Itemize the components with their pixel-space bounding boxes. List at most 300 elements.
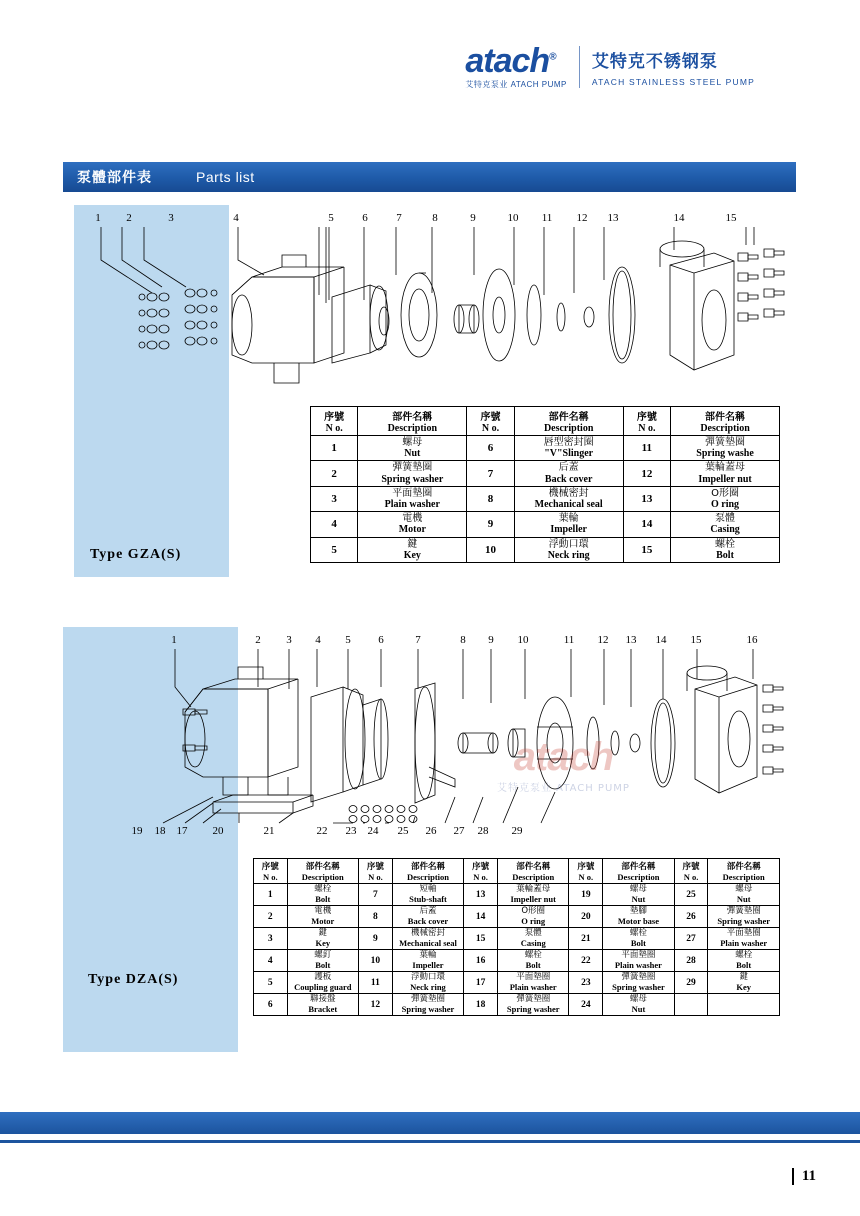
- part-desc-en: Plain washer: [509, 981, 557, 992]
- callout-9: 9: [488, 634, 494, 646]
- callout-19: 19: [131, 825, 143, 837]
- callout-25: 25: [397, 825, 409, 837]
- part-no: 11: [359, 972, 393, 994]
- part-desc: [392, 884, 464, 906]
- part-desc: [708, 928, 780, 950]
- part-desc-en: Coupling guard: [294, 981, 352, 992]
- part-desc-en: Spring washer: [401, 1003, 455, 1014]
- table-header-row: [311, 407, 780, 436]
- part-desc: [497, 884, 569, 906]
- part-desc-en: Mechanical seal: [534, 498, 603, 510]
- callout-17: 17: [176, 825, 188, 837]
- callout-20: 20: [212, 825, 224, 837]
- callout-6: 6: [362, 212, 368, 224]
- part-desc: [497, 994, 569, 1016]
- part-no: 10: [467, 537, 514, 562]
- callout-15: 15: [690, 634, 702, 646]
- callout-13: 13: [607, 212, 619, 224]
- part-no: 12: [359, 994, 393, 1016]
- part-desc: [603, 928, 675, 950]
- header-desc-cn: 部件名稱: [726, 862, 761, 872]
- part-desc-en: Impeller: [412, 959, 444, 970]
- header-desc-en: Description: [617, 872, 660, 882]
- part-no: 29: [674, 972, 708, 994]
- header-desc: [358, 407, 467, 436]
- header-desc-en: Description: [406, 872, 449, 882]
- part-desc-cn: 葉輪: [419, 950, 437, 961]
- part-desc-cn: 墊腳: [629, 906, 647, 917]
- callout-4: 4: [233, 212, 239, 224]
- header-desc-en: Description: [543, 423, 594, 434]
- brand-name-en: ATACH STAINLESS STEEL PUMP: [591, 76, 755, 87]
- part-no: 1: [311, 436, 358, 461]
- part-no: 12: [623, 461, 670, 486]
- part-desc-en: Spring washer: [506, 1003, 560, 1014]
- part-no: 17: [464, 972, 498, 994]
- part-desc: [392, 928, 464, 950]
- part-desc-cn: 螺母: [735, 884, 753, 894]
- part-desc: [603, 950, 675, 972]
- callout-14: 14: [673, 212, 685, 224]
- part-desc: [514, 436, 623, 461]
- dza-parts-table: [253, 858, 780, 1016]
- part-no: 8: [359, 906, 393, 928]
- part-desc-cn: 平面墊圈: [726, 928, 761, 939]
- part-desc-en: Nut: [404, 448, 421, 460]
- part-desc: [603, 972, 675, 994]
- header-desc-cn: 部件名稱: [705, 412, 746, 423]
- header-no: [254, 859, 288, 884]
- part-desc-en: Bolt: [736, 959, 752, 970]
- header-no-cn: 序號: [324, 412, 345, 423]
- title-cn: 泵體部件表: [77, 170, 152, 186]
- watermark-subtitle: 艾特克泵业 ATACH PUMP: [497, 783, 630, 794]
- part-desc-cn: 短軸: [419, 884, 437, 894]
- part-no: 20: [569, 906, 603, 928]
- callout-1: 1: [171, 634, 177, 646]
- part-desc-en: Spring washe: [696, 448, 754, 460]
- callout-5: 5: [345, 634, 351, 646]
- callout-12: 12: [597, 634, 609, 646]
- header-desc: [671, 407, 780, 436]
- part-no: 14: [464, 906, 498, 928]
- table-row: [254, 994, 780, 1016]
- header-no-en: N o.: [683, 872, 699, 882]
- part-no: 18: [464, 994, 498, 1016]
- part-desc-cn: 護板: [314, 972, 332, 983]
- part-no: 22: [569, 950, 603, 972]
- footer-bar: [0, 1112, 860, 1134]
- part-desc-cn: 葉輪蓋母: [705, 462, 746, 474]
- callout-24: 24: [367, 825, 379, 837]
- header-divider: [579, 46, 580, 88]
- part-no: 4: [254, 950, 288, 972]
- part-desc-en: Bolt: [525, 959, 541, 970]
- header-desc: [708, 859, 780, 884]
- part-desc-en: Impeller nut: [698, 473, 752, 485]
- header-no-en: N o.: [473, 872, 488, 882]
- part-desc: [708, 884, 780, 906]
- part-desc: [497, 950, 569, 972]
- part-desc-cn: 電機: [314, 906, 332, 917]
- callout-9: 9: [470, 212, 476, 224]
- part-desc-cn: 平面墊圈: [516, 972, 551, 983]
- callout-26: 26: [425, 825, 437, 837]
- part-desc-en: Nut: [631, 893, 646, 904]
- part-no: 15: [623, 537, 670, 562]
- part-desc-cn: O形圈: [711, 487, 739, 499]
- header-no: [467, 407, 514, 436]
- header-no: [464, 859, 498, 884]
- part-desc: [603, 994, 675, 1016]
- header-no-en: N o.: [368, 872, 383, 882]
- header-no-en: N o.: [481, 423, 500, 434]
- part-desc-cn: 彈簧墊圈: [726, 906, 761, 917]
- header-no-en: N o.: [262, 872, 278, 882]
- table-row: [311, 436, 780, 461]
- part-desc-cn: 彈簧墊圈: [410, 994, 445, 1005]
- header-no-cn: 序號: [577, 862, 595, 872]
- callout-21: 21: [263, 825, 275, 837]
- header-desc: [497, 859, 569, 884]
- part-desc-cn: 螺栓: [735, 950, 753, 961]
- callout-28: 28: [477, 825, 489, 837]
- part-desc-cn: 葉輪: [558, 513, 579, 525]
- part-desc: [514, 461, 623, 486]
- part-desc-cn: 鍵: [407, 538, 418, 550]
- header-desc: [603, 859, 675, 884]
- brand-name-block: [592, 47, 755, 87]
- callout-5: 5: [328, 212, 334, 224]
- callout-2: 2: [126, 212, 132, 224]
- table-header-row: [254, 859, 780, 884]
- part-desc-cn: 浮動口環: [410, 972, 445, 983]
- part-desc: [497, 972, 569, 994]
- header-desc-en: Description: [512, 872, 555, 882]
- part-desc-en: "V"Slinger: [544, 448, 594, 460]
- header-no-cn: 序號: [366, 862, 384, 872]
- callout-29: 29: [511, 825, 523, 837]
- part-no: 24: [569, 994, 603, 1016]
- part-desc-cn: 螺母: [629, 994, 647, 1005]
- header-desc: [287, 859, 359, 884]
- part-desc-cn: 后蓋: [419, 906, 437, 917]
- part-desc: [671, 537, 780, 562]
- part-desc: [392, 950, 464, 972]
- part-no: [674, 994, 708, 1016]
- dza-exploded-diagram: [63, 627, 796, 842]
- callout-12: 12: [576, 212, 588, 224]
- part-desc-cn: 平面墊圈: [621, 950, 656, 961]
- part-desc-cn: 彈簧墊圈: [705, 437, 746, 448]
- part-desc-en: Impeller: [550, 524, 587, 536]
- part-desc-cn: 彈簧墊圈: [621, 972, 656, 983]
- part-no: 9: [359, 928, 393, 950]
- part-desc-en: Bolt: [315, 893, 331, 904]
- page-header: [465, 44, 755, 89]
- part-desc: [708, 994, 780, 1016]
- watermark-wordmark: atach: [513, 735, 614, 779]
- part-no: 11: [623, 436, 670, 461]
- part-desc-en: Plain washer: [720, 937, 768, 948]
- callout-3: 3: [286, 634, 292, 646]
- gza-parts-table: [310, 406, 780, 563]
- part-desc-en: Plain washer: [384, 498, 440, 510]
- part-desc-en: Bolt: [630, 937, 646, 948]
- callout-13: 13: [625, 634, 637, 646]
- header-desc-en: Description: [301, 872, 344, 882]
- header-no-cn: 序號: [480, 412, 501, 423]
- table-row: [254, 972, 780, 994]
- header-no-cn: 序號: [636, 412, 657, 423]
- header-desc: [392, 859, 464, 884]
- part-desc-en: Neck ring: [547, 549, 590, 561]
- part-no: 21: [569, 928, 603, 950]
- callout-6: 6: [378, 634, 384, 646]
- part-desc-en: Back cover: [544, 473, 593, 485]
- part-desc-cn: 螺栓: [629, 928, 647, 939]
- callout-10: 10: [507, 212, 519, 224]
- part-desc: [514, 512, 623, 537]
- brand-logo: [465, 44, 566, 89]
- header-desc-en: Description: [700, 423, 750, 434]
- dza-type-label: Type DZA(S): [88, 972, 179, 987]
- part-desc-en: Mechanical seal: [399, 937, 457, 948]
- part-desc-cn: 螺母: [629, 884, 647, 894]
- part-no: 3: [254, 928, 288, 950]
- part-desc: [287, 950, 359, 972]
- header-desc-cn: 部件名稱: [516, 862, 551, 872]
- callout-18: 18: [154, 825, 166, 837]
- part-no: 28: [674, 950, 708, 972]
- part-desc: [358, 461, 467, 486]
- callout-23: 23: [345, 825, 357, 837]
- part-desc-en: Key: [736, 981, 752, 992]
- part-desc-cn: 平面墊圈: [392, 487, 433, 499]
- title-en: Parts list: [196, 169, 255, 185]
- part-desc-cn: 浮動口環: [548, 538, 589, 550]
- header-desc-cn: 部件名稱: [410, 862, 445, 872]
- page-number: 11: [792, 1168, 816, 1185]
- part-desc-en: Spring washer: [612, 981, 665, 992]
- part-desc-cn: O形圈: [521, 906, 546, 917]
- part-no: 13: [623, 486, 670, 511]
- part-desc: [358, 537, 467, 562]
- part-desc-en: Spring washer: [381, 473, 444, 485]
- part-no: 10: [359, 950, 393, 972]
- part-desc-en: Plain washer: [614, 959, 662, 970]
- part-desc-cn: 泵體: [715, 513, 736, 525]
- part-desc-en: Bolt: [315, 959, 331, 970]
- table-row: [254, 906, 780, 928]
- footer-rule: [0, 1140, 860, 1143]
- brand-logo-subtitle: 艾特克泵业 ATACH PUMP: [465, 80, 567, 89]
- callout-11: 11: [563, 634, 575, 646]
- part-desc: [358, 436, 467, 461]
- part-desc: [392, 994, 464, 1016]
- part-no: 13: [464, 884, 498, 906]
- part-desc: [708, 906, 780, 928]
- part-desc-cn: 聯接盤: [310, 994, 336, 1005]
- table-row: [311, 461, 780, 486]
- callout-16: 16: [746, 634, 758, 646]
- brand-logo-text: atach: [465, 42, 550, 80]
- header-no: [311, 407, 358, 436]
- part-no: 7: [359, 884, 393, 906]
- part-no: 5: [311, 537, 358, 562]
- callout-4: 4: [315, 634, 321, 646]
- parts-list-title-bar: [63, 162, 796, 192]
- callout-2: 2: [255, 634, 261, 646]
- part-desc-cn: 螺栓: [314, 884, 332, 894]
- part-no: 2: [254, 906, 288, 928]
- part-no: 1: [254, 884, 288, 906]
- table-row: [254, 884, 780, 906]
- part-desc-cn: 機械密封: [548, 487, 589, 499]
- callout-15: 15: [725, 212, 737, 224]
- part-no: 27: [674, 928, 708, 950]
- part-desc-en: Motor base: [617, 915, 659, 926]
- callout-7: 7: [396, 212, 402, 224]
- part-desc-en: Back cover: [407, 915, 449, 926]
- part-desc: [671, 512, 780, 537]
- header-no-en: N o.: [325, 423, 343, 434]
- brand-name-cn: 艾特克不锈钢泵: [591, 51, 718, 72]
- table-row: [254, 950, 780, 972]
- part-no: 4: [311, 512, 358, 537]
- part-desc: [671, 486, 780, 511]
- callout-8: 8: [432, 212, 438, 224]
- part-desc-en: Key: [403, 549, 421, 561]
- part-no: 15: [464, 928, 498, 950]
- part-desc: [392, 906, 464, 928]
- part-desc: [392, 972, 464, 994]
- callout-14: 14: [655, 634, 667, 646]
- header-no-en: N o.: [578, 872, 594, 882]
- header-desc: [514, 407, 623, 436]
- part-desc-en: Stub-shaft: [409, 893, 447, 904]
- part-desc-en: Nut: [736, 893, 751, 904]
- part-desc-cn: 電機: [402, 513, 423, 525]
- part-desc-cn: 后蓋: [558, 462, 579, 474]
- part-no: 25: [674, 884, 708, 906]
- part-desc: [514, 537, 623, 562]
- part-desc-en: O ring: [521, 915, 546, 926]
- part-no: 23: [569, 972, 603, 994]
- brand-logo-wordmark: [465, 44, 555, 78]
- part-no: 14: [623, 512, 670, 537]
- part-desc: [514, 486, 623, 511]
- header-no-cn: 序號: [261, 862, 279, 872]
- part-desc-en: O ring: [711, 498, 740, 510]
- header-desc-en: Description: [722, 872, 765, 882]
- part-desc-en: Spring washer: [717, 915, 771, 926]
- part-desc: [671, 461, 780, 486]
- header-no: [623, 407, 670, 436]
- part-no: 19: [569, 884, 603, 906]
- gza-type-label: Type GZA(S): [90, 547, 182, 562]
- part-desc: [287, 906, 359, 928]
- header-desc-cn: 部件名稱: [305, 862, 340, 872]
- part-desc: [287, 994, 359, 1016]
- header-no-cn: 序號: [682, 862, 700, 872]
- part-desc-cn: 泵體: [524, 928, 542, 939]
- part-desc-en: Motor: [311, 915, 335, 926]
- callout-8: 8: [460, 634, 466, 646]
- part-desc-en: Bracket: [308, 1003, 338, 1014]
- part-desc-en: Nut: [631, 1003, 646, 1014]
- callout-27: 27: [453, 825, 465, 837]
- part-desc-cn: 葉輪蓋母: [516, 884, 551, 894]
- header-desc-cn: 部件名稱: [548, 412, 589, 423]
- header-desc-en: Description: [387, 423, 438, 434]
- table-row: [311, 537, 780, 562]
- part-desc-cn: 唇型密封圈: [543, 437, 594, 448]
- part-no: 16: [464, 950, 498, 972]
- part-desc-en: Impeller nut: [510, 893, 556, 904]
- header-no: [359, 859, 393, 884]
- header-no-cn: 序號: [472, 862, 490, 872]
- part-desc: [358, 486, 467, 511]
- part-no: 7: [467, 461, 514, 486]
- part-desc-en: Key: [315, 937, 331, 948]
- part-desc-en: Motor: [398, 524, 426, 536]
- header-no: [674, 859, 708, 884]
- part-desc: [708, 972, 780, 994]
- part-no: 6: [467, 436, 514, 461]
- part-desc-cn: 彈簧墊圈: [392, 462, 433, 474]
- part-desc-en: Neck ring: [410, 981, 446, 992]
- part-desc-cn: 螺釘: [314, 950, 332, 961]
- part-desc-cn: 螺栓: [715, 538, 736, 550]
- part-desc-cn: 機械密封: [410, 928, 445, 939]
- part-desc: [358, 512, 467, 537]
- part-desc: [287, 928, 359, 950]
- gza-exploded-diagram: [74, 205, 796, 395]
- part-desc: [671, 436, 780, 461]
- callout-10: 10: [517, 634, 529, 646]
- part-desc-cn: 彈簧墊圈: [516, 994, 551, 1005]
- part-desc: [497, 928, 569, 950]
- part-no: 3: [311, 486, 358, 511]
- header-desc-cn: 部件名稱: [392, 412, 433, 423]
- part-no: 2: [311, 461, 358, 486]
- header-no: [569, 859, 603, 884]
- part-desc-en: Bolt: [716, 549, 734, 561]
- header-no-en: N o.: [638, 423, 656, 434]
- part-desc: [497, 906, 569, 928]
- callout-1: 1: [95, 212, 101, 224]
- part-desc: [287, 884, 359, 906]
- callout-7: 7: [415, 634, 421, 646]
- part-desc: [603, 884, 675, 906]
- part-desc-en: Casing: [710, 524, 740, 536]
- header-desc-cn: 部件名稱: [621, 862, 656, 872]
- registered-mark: ®: [549, 51, 556, 63]
- part-no: 26: [674, 906, 708, 928]
- callout-11: 11: [541, 212, 553, 224]
- part-no: 8: [467, 486, 514, 511]
- part-desc-cn: 鍵: [739, 972, 748, 983]
- table-row: [311, 486, 780, 511]
- part-desc-en: Casing: [520, 937, 546, 948]
- part-desc: [603, 906, 675, 928]
- part-desc: [708, 950, 780, 972]
- callout-3: 3: [168, 212, 174, 224]
- part-no: 9: [467, 512, 514, 537]
- part-no: 5: [254, 972, 288, 994]
- table-row: [254, 928, 780, 950]
